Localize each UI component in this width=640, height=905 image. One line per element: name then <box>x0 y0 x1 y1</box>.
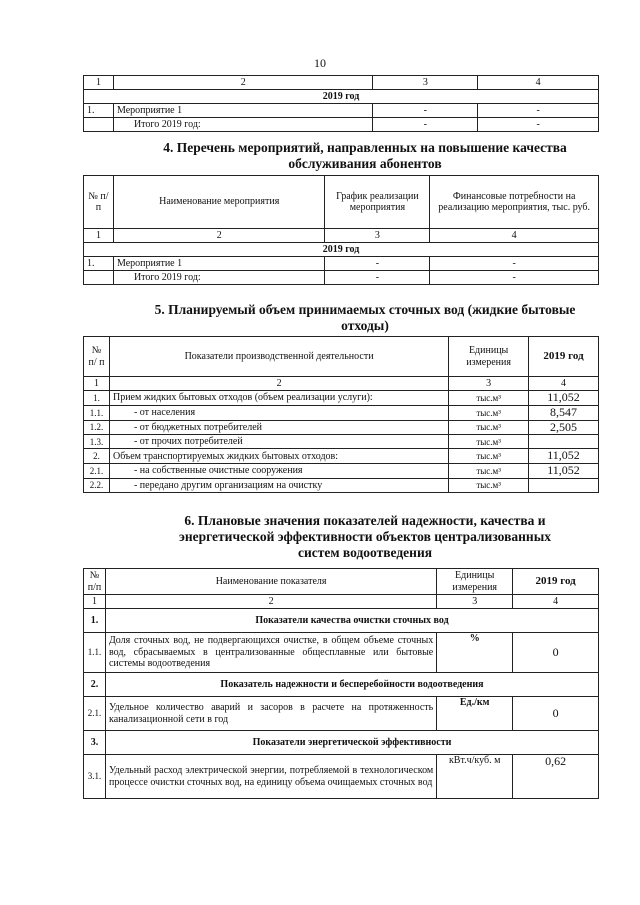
header-num-4: 4 <box>513 595 599 609</box>
header-unit: Единицы измерения <box>449 337 529 377</box>
section6-title-line2: энергетической эффективности объектов централизованных <box>178 529 551 545</box>
row-value: 0 <box>513 633 599 673</box>
section6-title-line1: 6. Плановые значения показателей надежности, качества и <box>184 513 546 528</box>
row-name: Объем транспортируемых жидких бытовых отходов: <box>109 449 448 464</box>
total-name: Итого 2019 год: <box>113 118 373 132</box>
row-value: 0 <box>513 697 599 731</box>
row-value: 11,052 <box>529 391 599 406</box>
row-num: 2.2. <box>84 478 110 492</box>
group-title: Показатели энергетической эффективности <box>105 731 598 755</box>
row-unit: тыс.м³ <box>449 405 529 420</box>
table-row <box>84 391 599 406</box>
total-name: Итого 2019 год: <box>113 271 325 285</box>
header-num-2: 2 <box>109 377 448 391</box>
header-num-3: 3 <box>325 229 430 243</box>
total-row <box>84 271 599 285</box>
header-num-1: 1 <box>84 229 114 243</box>
header-num: № п/п <box>84 176 114 229</box>
row-name: - от прочих потребителей <box>109 435 448 449</box>
row-name: Удельное количество аварий и засоров в расчете на протяженность канализационной сети в год <box>105 697 436 731</box>
section6-title <box>130 513 600 562</box>
section5-title <box>130 302 600 334</box>
page-number: 10 <box>314 56 326 70</box>
header-num-2: 2 <box>113 76 373 90</box>
row-name: - от бюджетных потребителей <box>109 420 448 435</box>
header-num-2: 2 <box>105 595 436 609</box>
row-num: 1.2. <box>84 420 110 435</box>
row-num: 2. <box>84 449 110 464</box>
header-num-4: 4 <box>478 76 599 90</box>
row-unit: кВт.ч/куб. м <box>437 755 513 799</box>
row-num: 2.1. <box>84 697 106 731</box>
table-row <box>84 257 599 271</box>
row-num: 1.1. <box>84 633 106 673</box>
row-num: 1.1. <box>84 405 110 420</box>
section6-title-line3: систем водоотведения <box>297 545 433 561</box>
header-num-3: 3 <box>449 377 529 391</box>
row-unit: Ед./км <box>437 697 513 731</box>
header-finance: Финансовые потребности на реализацию мероприятия, тыс. руб. <box>430 176 599 229</box>
header-num-3: 3 <box>437 595 513 609</box>
row-name: Удельный расход электрической энергии, потребляемой в технологическом процессе очистки сточных вод, на единицу объема очищаемых сточных вод <box>105 755 436 799</box>
row-num: 3.1. <box>84 755 106 799</box>
group-num: 1. <box>84 609 106 633</box>
row-num: 1. <box>84 104 114 118</box>
row-unit: тыс.м³ <box>449 391 529 406</box>
row-unit: % <box>437 633 513 673</box>
row-unit: тыс.м³ <box>449 478 529 492</box>
header-name: Наименование мероприятия <box>113 176 325 229</box>
table-row <box>84 697 599 731</box>
row-num: 1.3. <box>84 435 110 449</box>
header-schedule: График реализации мероприятия <box>325 176 430 229</box>
table-row <box>84 435 599 449</box>
total-schedule: - <box>325 271 430 285</box>
header-name: Наименование показателя <box>105 569 436 595</box>
row-schedule: - <box>373 104 478 118</box>
group-title: Показатель надежности и бесперебойности водоотведения <box>105 673 598 697</box>
section4-title-line2: обслуживания абонентов <box>288 156 442 172</box>
section5-title-line1: 5. Планируемый объем принимаемых сточных вод (жидкие бытовые <box>154 302 576 317</box>
table-row <box>84 633 599 673</box>
total-finance: - <box>430 271 599 285</box>
table-row <box>84 104 599 118</box>
row-unit: тыс.м³ <box>449 464 529 479</box>
section5-title-line2: отходы) <box>341 318 389 334</box>
group-num: 3. <box>84 731 106 755</box>
year-label: 2019 год <box>84 90 599 104</box>
row-value: 0,62 <box>513 755 599 799</box>
group-num: 2. <box>84 673 106 697</box>
row-finance: - <box>478 104 599 118</box>
row-num: 1. <box>84 257 114 271</box>
row-name: - от населения <box>109 405 448 420</box>
year-label: 2019 год <box>84 243 599 257</box>
header-num-2: 2 <box>113 229 325 243</box>
row-name: - на собственные очистные сооружения <box>109 464 448 479</box>
row-name: Мероприятие 1 <box>113 104 373 118</box>
header-name: Показатели производственной деятельности <box>109 337 448 377</box>
section5-table <box>83 336 599 493</box>
row-name: Мероприятие 1 <box>113 257 325 271</box>
row-value: 11,052 <box>529 449 599 464</box>
table-row <box>84 420 599 435</box>
row-num: 2.1. <box>84 464 110 479</box>
row-unit: тыс.м³ <box>449 420 529 435</box>
table-row <box>84 464 599 479</box>
header-num-3: 3 <box>373 76 478 90</box>
table-continued <box>83 75 599 132</box>
row-value: 2,505 <box>529 420 599 435</box>
table-row <box>84 478 599 492</box>
row-finance: - <box>430 257 599 271</box>
header-num-4: 4 <box>529 377 599 391</box>
header-num: № п/ п <box>84 337 110 377</box>
row-unit: тыс.м³ <box>449 449 529 464</box>
row-value: 8,547 <box>529 405 599 420</box>
section4-table <box>83 175 599 285</box>
row-name: Доля сточных вод, не подвергающихся очистке, в общем объеме сточных вод, сбрасываемых в централизованные общесплавные или бытовые системы водоотведения <box>105 633 436 673</box>
row-name: - передано другим организациям на очистку <box>109 478 448 492</box>
section4-title <box>130 140 600 172</box>
row-unit: тыс.м³ <box>449 435 529 449</box>
row-schedule: - <box>325 257 430 271</box>
row-value <box>529 478 599 492</box>
header-num-4: 4 <box>430 229 599 243</box>
row-value <box>529 435 599 449</box>
total-finance: - <box>478 118 599 132</box>
table-row <box>84 405 599 420</box>
header-num-1: 1 <box>84 595 106 609</box>
section4-title-line1: 4. Перечень мероприятий, направленных на повышение качества <box>163 140 567 155</box>
row-name: Прием жидких бытовых отходов (объем реализации услуги): <box>109 391 448 406</box>
header-num-1: 1 <box>84 377 110 391</box>
table-row <box>84 755 599 799</box>
total-row <box>84 118 599 132</box>
section6-table <box>83 568 599 799</box>
header-unit: Единицы измерения <box>437 569 513 595</box>
group-title: Показатели качества очистки сточных вод <box>105 609 598 633</box>
row-num: 1. <box>84 391 110 406</box>
header-num: № п/п <box>84 569 106 595</box>
header-year: 2019 год <box>513 569 599 595</box>
header-num-1: 1 <box>84 76 114 90</box>
total-schedule: - <box>373 118 478 132</box>
row-value: 11,052 <box>529 464 599 479</box>
header-year: 2019 год <box>529 337 599 377</box>
table-row <box>84 449 599 464</box>
